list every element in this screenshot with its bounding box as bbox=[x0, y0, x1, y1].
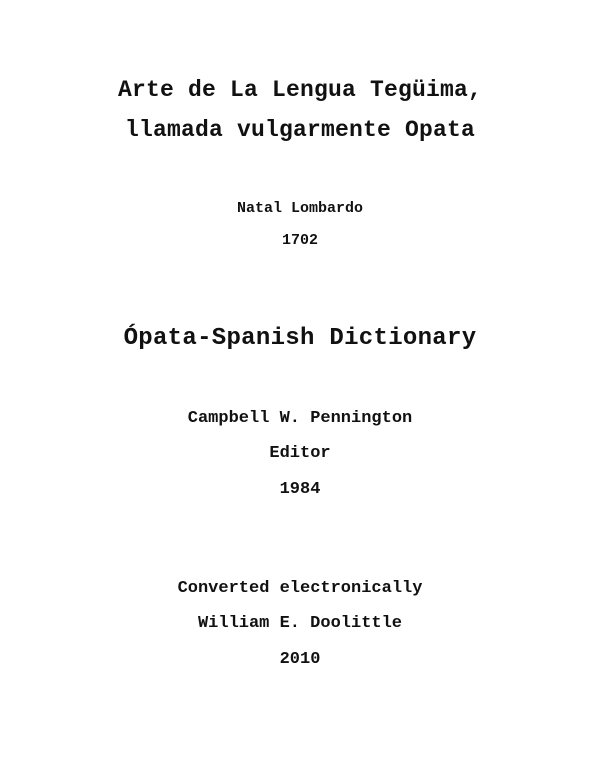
original-title-line-1: Arte de La Lengua Tegüima, bbox=[117, 77, 483, 103]
editor-name: Campbell W. Pennington bbox=[187, 409, 413, 428]
conversion-note: Converted electronically bbox=[177, 579, 423, 598]
original-author: Natal Lombardo bbox=[236, 200, 364, 217]
conversion-year: 2010 bbox=[279, 650, 321, 669]
original-year: 1702 bbox=[281, 232, 318, 249]
editor-role: Editor bbox=[269, 444, 331, 463]
original-title-line-2: llamada vulgarmente Opata bbox=[124, 117, 476, 143]
edition-year: 1984 bbox=[279, 480, 321, 499]
edition-title: Ópata-Spanish Dictionary bbox=[123, 325, 477, 352]
converter-name: William E. Doolittle bbox=[197, 614, 403, 633]
